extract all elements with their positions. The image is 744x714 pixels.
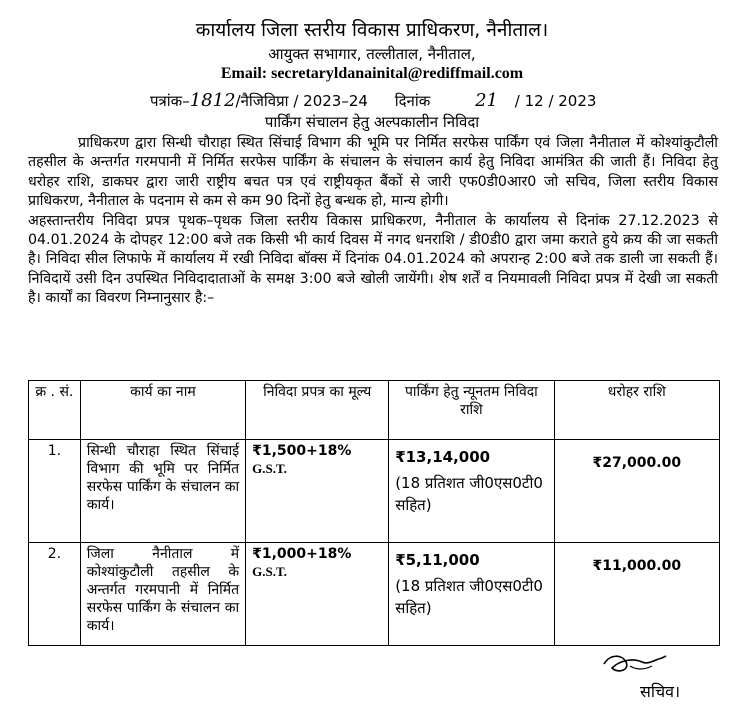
reference-prefix: पत्रांक– bbox=[150, 92, 190, 110]
min-amount-note: (18 प्रतिशत जी0एस0टी0 सहित) bbox=[395, 474, 543, 514]
reference-suffix: /नैजिविप्रा / 2023–24 bbox=[235, 92, 368, 110]
row-work-name: सिन्धी चौराहा स्थित सिंचाई विभाग की भूमि पर निर्मित सरफेस पार्किंग के संचालन का कार्य। bbox=[80, 440, 245, 543]
date-label: दिनांक bbox=[394, 92, 431, 110]
notice-body bbox=[28, 134, 718, 309]
table-header-row bbox=[29, 381, 720, 440]
fee-note: G.S.T. bbox=[252, 564, 287, 579]
notice-subject: पार्किंग संचालन हेतु अल्पकालीन निविदा bbox=[264, 113, 480, 131]
min-amount-note: (18 प्रतिशत जी0एस0टी0 सहित) bbox=[395, 577, 543, 617]
office-title: कार्यालय जिला स्तरीय विकास प्राधिकरण, नैनीताल। bbox=[195, 19, 549, 41]
row-serial: 2. bbox=[29, 543, 81, 646]
row-form-fee bbox=[246, 543, 389, 646]
row-work-name: जिला नैनीताल में कोश्यांकुटौली तहसील के अन्तर्गत गरमपानी में निर्मित सरफेस पार्किंग के संचालन का कार्य। bbox=[80, 543, 245, 646]
reference-number: 1812 bbox=[189, 90, 236, 111]
header-work-name: कार्य का नाम bbox=[80, 381, 245, 440]
signatory-title: सचिव। bbox=[640, 682, 681, 701]
fee-amount: ₹1,000+18% bbox=[252, 546, 352, 562]
reference-line bbox=[150, 90, 710, 111]
row-min-amount bbox=[389, 543, 554, 646]
fee-amount: ₹1,500+18% bbox=[252, 443, 352, 459]
min-amount-value: ₹5,11,000 bbox=[395, 551, 480, 569]
row-deposit: ₹11,000.00 bbox=[554, 543, 719, 646]
date-day: 21 bbox=[475, 90, 498, 111]
row-form-fee bbox=[246, 440, 389, 543]
row-min-amount bbox=[389, 440, 554, 543]
body-paragraph-1: प्राधिकरण द्वारा सिन्धी चौराहा स्थित सिंचाई विभाग की भूमि पर निर्मित सरफेस पार्किंग एवं जिला नैनीताल में कोश्यांकुटौली तहसील के अन्तर्गत गरमपानी में निर्मित सरफेस पार्किंग के संचालन के संचालन कार्य हेतु निविदा आमंत्रित की जाती हैं। निविदा हेतु धरोहर राशि, डाकघर द्वारा जारी राष्ट्रीय बचत पत्र एवं राष्ट्रीयकृत बैंकों से जारी एफ0डी0आर0 जो सचिव, जिला स्तरीय विकास प्राधिकरण, नैनीताल के पदनाम से कम से कम 90 दिनों हेतु बन्धक हो, मान्य होगी। bbox=[28, 135, 718, 210]
header-serial: क्र . सं. bbox=[29, 381, 81, 440]
date-rest: / 12 / 2023 bbox=[514, 92, 597, 110]
works-table bbox=[28, 380, 720, 646]
header-deposit: धरोहर राशि bbox=[554, 381, 719, 440]
fee-note: G.S.T. bbox=[252, 461, 287, 476]
header-min-amount: पार्किंग हेतु न्यूनतम निविदा राशि bbox=[389, 381, 554, 440]
office-email: Email: secretaryldanainital@rediffmail.com bbox=[220, 65, 524, 82]
table-row bbox=[29, 543, 720, 646]
row-serial: 1. bbox=[29, 440, 81, 543]
row-deposit: ₹27,000.00 bbox=[554, 440, 719, 543]
office-address: आयुक्त सभागार, तल्लीताल, नैनीताल, bbox=[268, 45, 476, 63]
header-form-fee: निविदा प्रपत्र का मूल्य bbox=[246, 381, 389, 440]
min-amount-value: ₹13,14,000 bbox=[395, 448, 491, 466]
signature-scribble bbox=[600, 650, 670, 680]
table-row bbox=[29, 440, 720, 543]
body-paragraph-2: अहस्तान्तरीय निविदा प्रपत्र पृथक–पृथक जिला स्तरीय विकास प्राधिकरण, नैनीताल के कार्यालय से दिनांक 27.12.2023 से 04.01.2024 के दोपहर 12:00 बजे तक किसी भी कार्य दिवस में नगद धनराशि / डी0डी0 द्वारा जमा कराते हुये क्रय की जा सकती है। निविदा सील लिफाफे में कार्यालय में रखी निविदा बॉक्स में दिनांक 04.01.2024 को अपरान्ह 2:00 बजे तक डाली जा सकती हैं। निविदायें उसी दिन उपस्थित निविदादाताओं के समक्ष 3:00 बजे खोली जायेंगी। शेष शर्तें व नियमावली निविदा प्रपत्र में देखी जा सकती है। कार्यों का विवरण निम्नानुसार है:– bbox=[28, 212, 718, 307]
